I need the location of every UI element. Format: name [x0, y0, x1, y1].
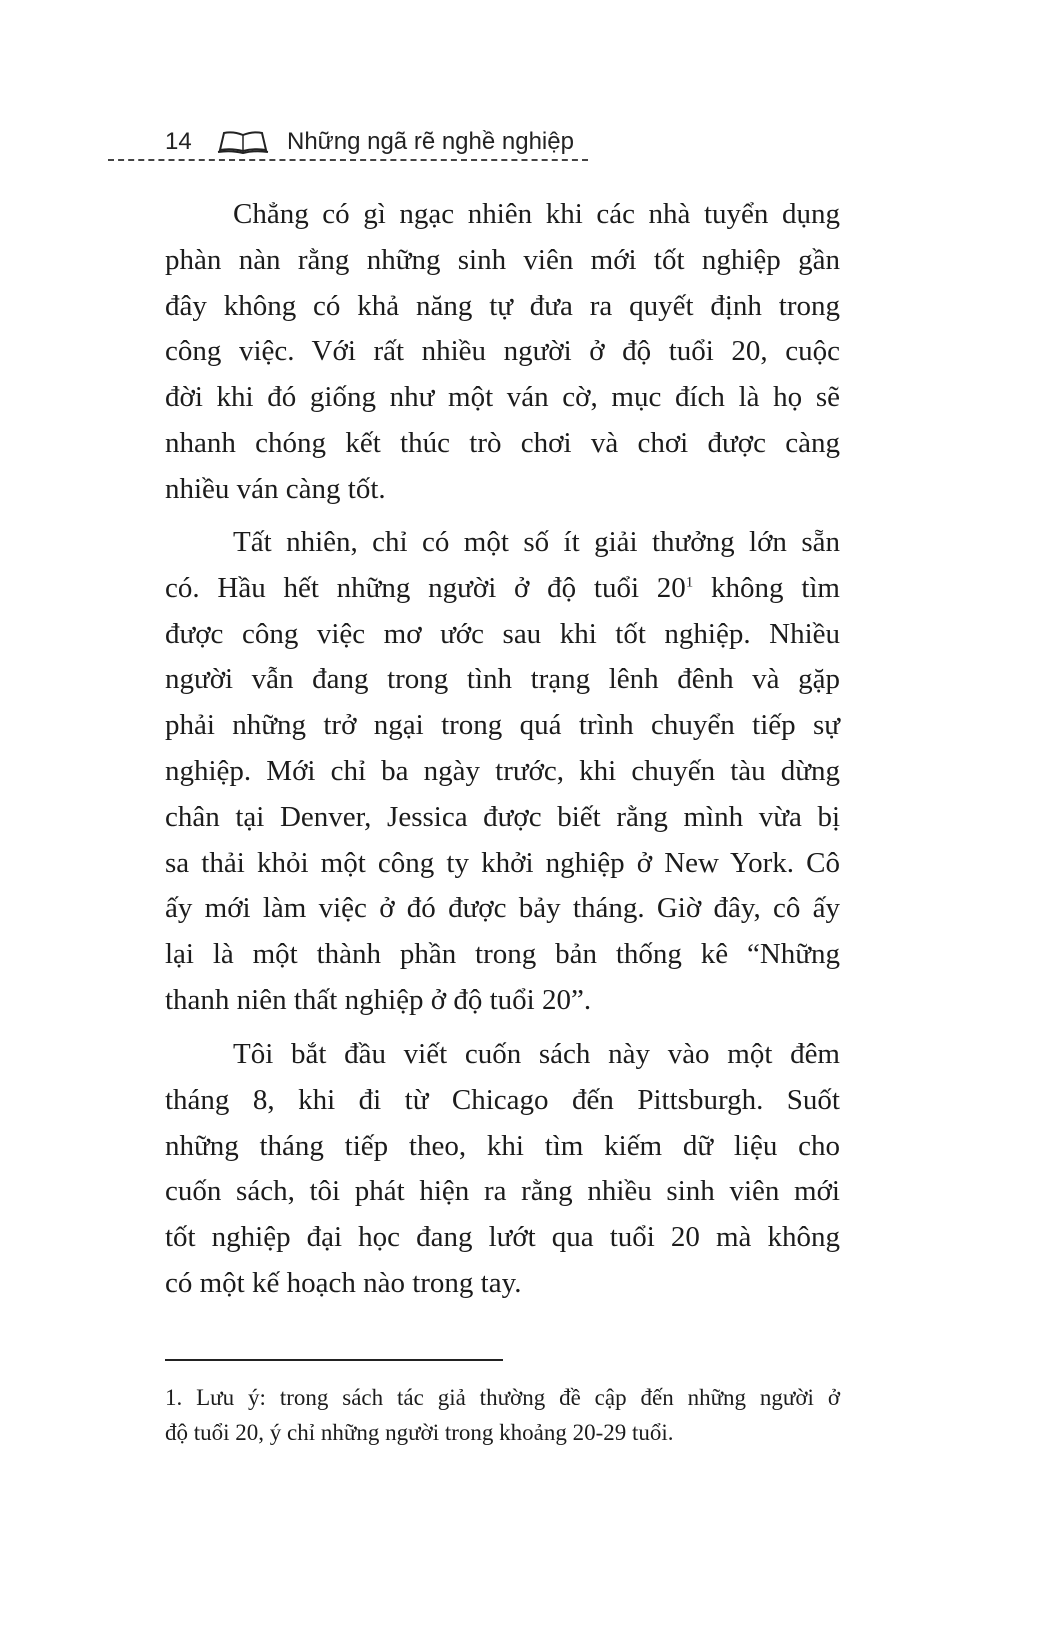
- paragraph-1: [165, 192, 840, 513]
- text-line: [165, 886, 840, 932]
- line-text: phàn nàn rằng những sinh viên mới tốt nghiệp gần: [165, 243, 840, 276]
- line-text: đời khi đó giống như một ván cờ, mục đích là họ sẽ: [165, 381, 840, 414]
- text-line: [165, 1261, 840, 1307]
- line-text: không tìm: [693, 571, 840, 604]
- paragraph-3: [165, 1032, 840, 1307]
- line-text: chân tại Denver, Jessica được biết rằng mình vừa bị: [165, 800, 840, 833]
- line-text: nhiều ván càng tốt.: [165, 472, 386, 505]
- text-line: [165, 238, 840, 284]
- page-number: 14: [165, 128, 192, 155]
- text-line: [165, 1124, 840, 1170]
- line-text: công việc. Với rất nhiều người ở độ tuổi 20, cuộc: [165, 335, 840, 368]
- text-line: [165, 1169, 840, 1215]
- line-text: Tôi bắt đầu viết cuốn sách này vào một đêm: [233, 1038, 840, 1070]
- line-text: có một kế hoạch nào trong tay.: [165, 1266, 522, 1299]
- line-text: tốt nghiệp đại học đang lướt qua tuổi 20 mà không: [165, 1221, 840, 1254]
- text-line: [165, 703, 840, 749]
- line-text: có. Hầu hết những người ở độ tuổi 20: [165, 571, 686, 604]
- footnote: [165, 1380, 840, 1450]
- text-line: [165, 566, 840, 612]
- running-header: [165, 124, 574, 160]
- text-line: [165, 375, 840, 421]
- line-text: độ tuổi 20, ý chỉ những người trong khoảng 20-29 tuổi.: [165, 1420, 674, 1445]
- line-text: đây không có khả năng tự đưa ra quyết định trong: [165, 289, 840, 322]
- book-title: Những ngã rẽ nghề nghiệp: [287, 128, 574, 155]
- line-text: người vẫn đang trong tình trạng lênh đênh và gặp: [165, 663, 840, 696]
- line-text: những tháng tiếp theo, khi tìm kiếm dữ liệu cho: [165, 1129, 840, 1162]
- header-dashed-rule: [108, 159, 588, 161]
- line-text: nhanh chóng kết thúc trò chơi và chơi được càng: [165, 426, 840, 459]
- text-line: [165, 1215, 840, 1261]
- text-line: [165, 329, 840, 375]
- text-line: [165, 284, 840, 330]
- text-line: [165, 421, 840, 467]
- open-book-icon: [217, 130, 269, 154]
- text-line: [165, 467, 840, 513]
- line-text: sa thải khỏi một công ty khởi nghiệp ở New York. Cô: [165, 846, 840, 879]
- text-line: [165, 657, 840, 703]
- text-line: [165, 192, 840, 238]
- line-text: phải những trở ngại trong quá trình chuyển tiếp sự: [165, 709, 840, 742]
- line-text: được công việc mơ ước sau khi tốt nghiệp. Nhiều: [165, 617, 840, 650]
- text-line: [165, 1415, 840, 1450]
- text-line: [165, 841, 840, 887]
- text-line: [165, 795, 840, 841]
- text-line: [165, 1032, 840, 1078]
- text-line: [165, 520, 840, 566]
- text-line: [165, 612, 840, 658]
- line-text: thanh niên thất nghiệp ở độ tuổi 20”.: [165, 983, 592, 1016]
- line-text: nghiệp. Mới chỉ ba ngày trước, khi chuyến tàu dừng: [165, 754, 840, 787]
- paragraph-2: [165, 520, 840, 1024]
- footnote-ref[interactable]: 1: [685, 574, 694, 591]
- text-line: [165, 932, 840, 978]
- footnote-rule: [165, 1359, 503, 1361]
- line-text: lại là một thành phần trong bản thống kê “Những: [165, 938, 840, 971]
- line-text: Tất nhiên, chỉ có một số ít giải thưởng lớn sẵn: [233, 526, 840, 558]
- line-text: tháng 8, khi đi từ Chicago đến Pittsburgh. Suốt: [165, 1083, 840, 1116]
- line-text: 1. Lưu ý: trong sách tác giả thường đề cập đến những người ở: [165, 1385, 840, 1410]
- line-text: cuốn sách, tôi phát hiện ra rằng nhiều sinh viên mới: [165, 1175, 840, 1208]
- text-line: [165, 1078, 840, 1124]
- line-text: Chẳng có gì ngạc nhiên khi các nhà tuyển dụng: [233, 198, 840, 230]
- line-text: ấy mới làm việc ở đó được bảy tháng. Giờ đây, cô ấy: [165, 892, 840, 925]
- text-line: [165, 1380, 840, 1415]
- text-line: [165, 749, 840, 795]
- text-line: [165, 978, 840, 1024]
